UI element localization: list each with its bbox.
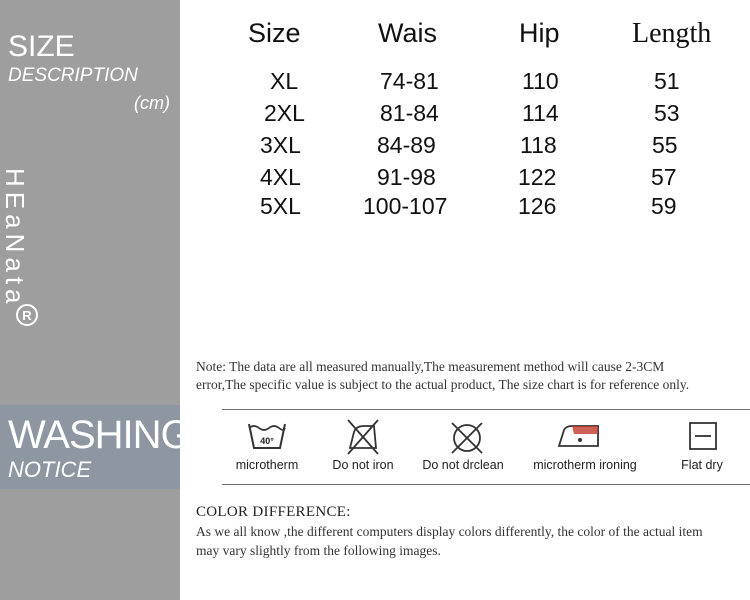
no-iron-icon (344, 418, 382, 456)
cell-size: XL (270, 68, 299, 94)
care-label: microtherm ironing (533, 458, 637, 472)
measurement-note (196, 358, 748, 394)
header-length: Length (632, 18, 712, 49)
note-line: Note: The data are all measured manually,The measurement method will cause 2-3CM (196, 359, 665, 374)
care-label: Flat dry (681, 458, 723, 472)
color-difference-text (196, 522, 750, 560)
size-subtitle: DESCRIPTION (8, 65, 138, 86)
header-hip: Hip (519, 18, 560, 48)
care-label: microtherm (235, 458, 299, 472)
note-line: error,The specific value is subject to the actual product, The size chart is for reference only. (196, 377, 690, 392)
cell-length: 53 (654, 100, 680, 126)
cell-hip: 126 (518, 193, 557, 219)
color-difference-line: may vary slightly from the following images. (196, 543, 441, 558)
color-difference-line: As we all know ,the different computers display colors differently, the color of the actual item (196, 524, 703, 539)
brand-name: HEaNata (0, 168, 30, 309)
unit-label: (cm) (134, 93, 170, 113)
cell-size: 5XL (260, 193, 301, 219)
cell-waist: 100-107 (363, 193, 448, 219)
size-title: SIZE (8, 30, 75, 63)
cell-size: 4XL (260, 164, 301, 190)
cell-hip: 122 (518, 164, 557, 190)
low-iron-icon (556, 422, 602, 450)
brand-logo (0, 168, 36, 338)
header-waist: Wais (378, 18, 437, 48)
registered-mark-icon (14, 302, 40, 328)
svg-text:R: R (22, 308, 32, 323)
washing-notice-banner (0, 405, 191, 489)
flat-dry-icon (688, 421, 718, 451)
sidebar (0, 0, 191, 600)
cell-length: 57 (651, 164, 677, 190)
divider-top (222, 409, 750, 410)
cell-length: 55 (652, 132, 678, 158)
cell-waist: 91-98 (377, 164, 436, 190)
wash-40-icon (246, 420, 288, 452)
cell-waist: 81-84 (380, 100, 439, 126)
washing-subtitle: NOTICE (8, 457, 92, 482)
wash-temp: 40° (260, 436, 274, 446)
cell-length: 59 (651, 193, 677, 219)
washing-title: WASHING (8, 413, 191, 457)
cell-size: 2XL (264, 100, 305, 126)
care-label: Do not iron (332, 458, 394, 472)
cell-length: 51 (654, 68, 680, 94)
header-size: Size (248, 18, 301, 48)
cell-hip: 118 (520, 132, 557, 158)
cell-hip: 110 (522, 68, 559, 94)
cell-size: 3XL (260, 132, 301, 158)
cell-waist: 84-89 (377, 132, 436, 158)
care-label: Do not drclean (422, 458, 504, 472)
divider-bottom (222, 484, 750, 485)
no-dryclean-icon (448, 419, 486, 457)
color-difference-title: COLOR DIFFERENCE: (196, 504, 351, 520)
cell-waist: 74-81 (380, 68, 439, 94)
cell-hip: 114 (522, 100, 559, 126)
